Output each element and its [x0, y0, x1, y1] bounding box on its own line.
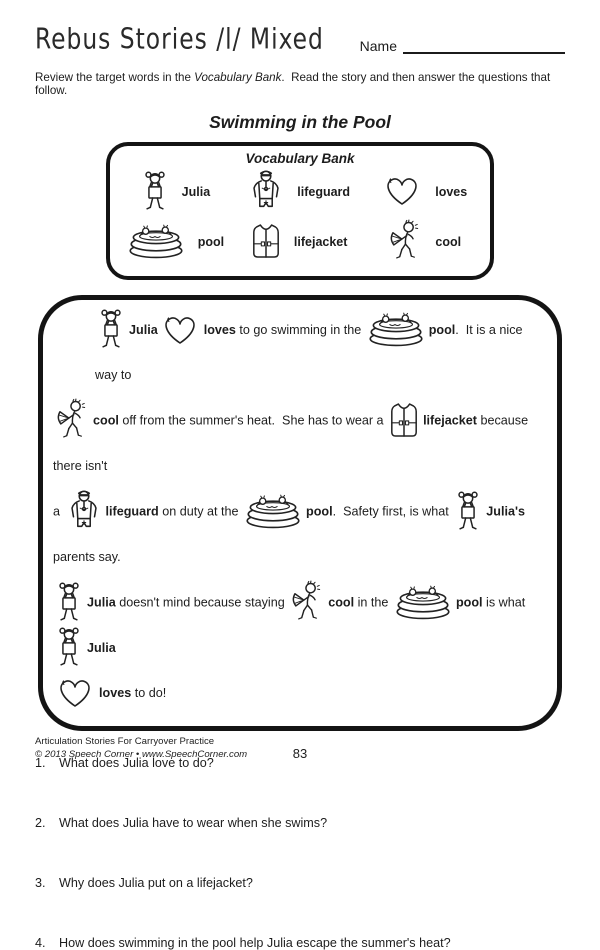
name-blank-line [403, 38, 565, 54]
footer [35, 735, 565, 761]
julia-icon [55, 581, 83, 624]
vocabulary-bank-title: Vocabulary Bank [245, 151, 355, 166]
vocab-item-loves [366, 168, 482, 216]
vocabulary-bank-box [106, 142, 494, 280]
footer-series-title: Articulation Stories For Carryover Practice [35, 736, 215, 747]
rebus-word: Julia's [486, 504, 525, 519]
question-text: What does Julia love to do? [59, 756, 214, 771]
question-number: 1. [35, 756, 46, 771]
story-line-3 [53, 489, 545, 580]
story-text: on duty at the [158, 504, 243, 519]
header [35, 23, 565, 56]
story-text: in the [354, 595, 392, 610]
pool-icon [367, 312, 425, 347]
cool-icon [290, 580, 324, 624]
story-line-2 [53, 398, 545, 489]
julia-icon [454, 490, 482, 533]
page-number: 83 [292, 746, 308, 761]
lifeguard-icon [66, 489, 102, 533]
question-3 [35, 876, 565, 890]
vocab-word: Julia [181, 185, 211, 199]
story-text: . Safety first, is what [332, 504, 453, 519]
instructions [35, 71, 565, 97]
vocab-word: pool [197, 235, 225, 249]
story-text: doesn't mind because staying [115, 595, 289, 610]
pool-icon [394, 585, 452, 620]
vocab-item-cool [366, 218, 482, 266]
lifejacket-icon [389, 401, 419, 439]
rebus-word: Julia [129, 323, 158, 337]
vocab-word: lifejacket [293, 235, 348, 249]
julia-icon [141, 170, 169, 213]
rebus-word: loves [99, 686, 132, 701]
story-box [38, 295, 562, 731]
question-number: 2. [35, 816, 46, 831]
story-text: a [53, 504, 64, 519]
julia-icon [55, 626, 83, 669]
story-line-4 [53, 580, 545, 671]
rebus-word: pool [455, 595, 483, 610]
question-2 [35, 816, 565, 830]
footer-copyright: © 2013 Speech Corner • www.SpeechCorner.com [35, 749, 248, 760]
vocab-word: loves [435, 185, 468, 199]
rebus-word: lifejacket [423, 413, 477, 428]
heart-icon [160, 314, 200, 346]
pool-icon [244, 494, 302, 529]
story-text: . It is a nice way to [95, 323, 526, 383]
julia-icon [97, 308, 125, 351]
pool-icon [127, 224, 185, 259]
vocab-item-lifejacket [231, 218, 366, 266]
questions-list [35, 756, 565, 950]
rebus-word: pool [428, 323, 456, 337]
question-text: What does Julia have to wear when she swims? [59, 816, 328, 831]
lifejacket-icon [251, 222, 281, 260]
story-line-1 [53, 308, 545, 398]
vocab-word: lifeguard [297, 185, 351, 199]
story-line-5 [53, 671, 545, 716]
vocab-item-lifeguard [231, 168, 366, 216]
instructions-part2: . Read the story and then answer the questions that follow. [35, 71, 554, 97]
question-4 [35, 936, 565, 950]
story-text: because there isn't [53, 413, 532, 474]
name-label: Name [359, 38, 397, 54]
question-number: 4. [35, 936, 46, 950]
rebus-word: cool [328, 595, 355, 610]
rebus-word: Julia [87, 641, 116, 656]
story-text: parents say. [53, 504, 529, 565]
instructions-vocab-bank-ref: Vocabulary Bank [194, 71, 282, 84]
heart-icon [55, 677, 95, 709]
rebus-word: cool [93, 413, 119, 428]
question-text: Why does Julia put on a lifejacket? [59, 876, 253, 891]
worksheet-title: Rebus Stories /l/ Mixed [35, 23, 324, 56]
question-text: How does swimming in the pool help Julia escape the summer's heat? [59, 936, 451, 950]
vocab-item-pool [118, 218, 231, 266]
cool-icon [55, 398, 89, 442]
story-text: to do! [131, 686, 167, 701]
instructions-part1: Review the target words in the [35, 71, 195, 84]
cool-icon [388, 219, 422, 263]
lifeguard-icon [248, 169, 284, 213]
story-text: is what [482, 595, 529, 610]
vocab-item-julia [118, 168, 231, 216]
vocabulary-grid [118, 168, 482, 266]
heart-icon [382, 175, 422, 207]
question-number: 3. [35, 876, 46, 891]
rebus-word: lifeguard [105, 504, 159, 519]
rebus-word: loves [203, 323, 236, 337]
rebus-word: Julia [87, 595, 116, 610]
rebus-word: pool [306, 504, 333, 519]
name-group [360, 38, 565, 54]
story-text: to go swimming in the [235, 323, 365, 337]
vocab-word: cool [435, 235, 462, 249]
story-title: Swimming in the Pool [209, 112, 391, 132]
story-text: off from the summer's heat. She has to wear a [118, 413, 388, 428]
